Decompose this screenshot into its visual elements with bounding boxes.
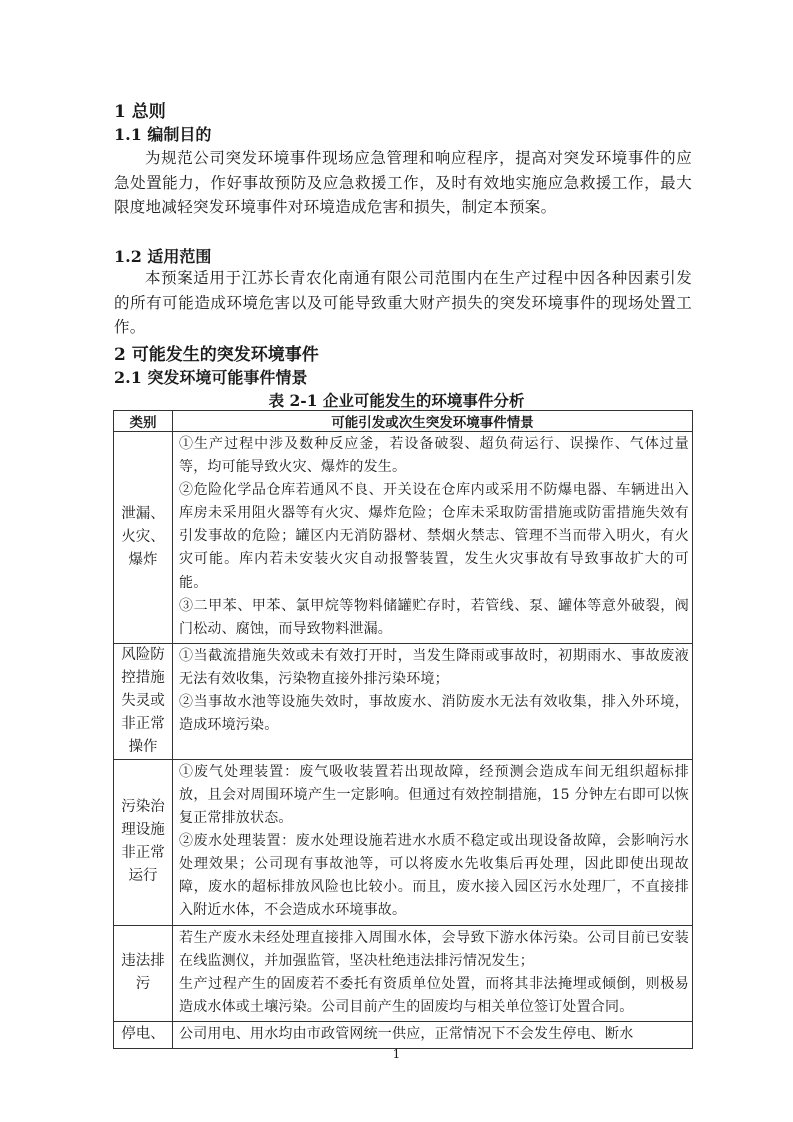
paragraph-purpose: 为规范公司突发环境事件现场应急管理和响应程序，提高对突发环境事件的应急处置能力，作好事故预防及应急救援工作，及时有效地实施应急救援工作，最大限度地减轻突发环境事件对环境造成危害和损失，制定本预案。 [114, 149, 692, 217]
row-description: ①废气处理装置：废气吸收装置若出现故障，经预测会造成车间无组织超标排放，且会对周围环境产生一定影响。但通过有效控制措施，15 分钟左右即可以恢复正常排放状态。 ②废水处理装置：废水处理设施若进水水质不稳定或出现设备故障，会影响污水处理效果；公司现有事故池等，可以将废水先收集后再处理，因此即使出现故障，废水的超标排放风险也比较小。而且，废水接入园区污水处理厂，不直接排入附近水体，不会造成水环境事故。 [173, 759, 693, 925]
paragraph-scope: 本预案适用于江苏长青农化南通有限公司范围内在生产过程中因各种因素引发的所有可能造成环境危害以及可能导致重大财产损失的突发环境事件的现场处置工作。 [114, 269, 692, 337]
table-row [114, 432, 693, 644]
row-description: 若生产废水未经处理直接排入周围水体，会导致下游水体污染。公司目前已安装在线监测仪，并加强监管，坚决杜绝违法排污情况发生； 生产过程产生的固废若不委托有资质单位处置，而将其非法掩埋或倾倒，则极易造成水体或土壤污染。公司目前产生的固废均与相关单位签订处置合同。 [173, 925, 693, 1021]
row-category: 风险防控措施失灵或非正常操作 [114, 643, 173, 759]
column-header-category: 类别 [114, 411, 173, 432]
row-category: 污染治理设施非正常运行 [114, 759, 173, 925]
event-analysis-table [113, 410, 693, 1049]
section-heading-1: 1 总则 [114, 102, 166, 122]
row-description: 公司用电、用水均由市政管网统一供应，正常情况下不会发生停电、断水 [173, 1021, 693, 1048]
section-heading-1-2: 1.2 适用范围 [114, 247, 212, 266]
table-row [114, 643, 693, 759]
row-category: 泄漏、火灾、爆炸 [114, 432, 173, 644]
table-row [114, 759, 693, 925]
table-caption: 表 2-1 企业可能发生的环境事件分析 [268, 391, 525, 410]
row-description: ①当截流措施失效或未有效打开时，当发生降雨或事故时，初期雨水、事故废液无法有效收集，污染物直接外排污染环境； ②当事故水池等设施失效时，事故废水、消防废水无法有效收集，排入外环境，造成环境污染。 [173, 643, 693, 759]
section-heading-2: 2 可能发生的突发环境事件 [114, 345, 319, 365]
table-row [114, 925, 693, 1021]
table-row [114, 1021, 693, 1048]
section-heading-2-1: 2.1 突发环境可能事件情景 [114, 368, 308, 387]
section-heading-1-1: 1.1 编制目的 [114, 125, 212, 144]
row-description: ①生产过程中涉及数种反应釜，若设备破裂、超负荷运行、误操作、气体过量等，均可能导致火灾、爆炸的发生。 ②危险化学品仓库若通风不良、开关设在仓库内或采用不防爆电器、车辆进出入库房未采用阻火器等有火灾、爆炸危险；仓库未采取防雷措施或防雷措施失效有引发事故的危险；罐区内无消防器材、禁烟火禁志、管理不当而带入明火，有火灾可能。库内若未安装火灾自动报警装置，发生火灾事故有导致事故扩大的可能。 ③二甲苯、甲苯、氯甲烷等物料储罐贮存时，若管线、泵、罐体等意外破裂，阀门松动、腐蚀，而导致物料泄漏。 [173, 432, 693, 644]
row-category: 停电、 [114, 1021, 173, 1048]
page-number: 1 [392, 1047, 401, 1061]
column-header-scenario: 可能引发或次生突发环境事件情景 [173, 411, 693, 432]
table-header-row [114, 411, 693, 432]
row-category: 违法排污 [114, 925, 173, 1021]
